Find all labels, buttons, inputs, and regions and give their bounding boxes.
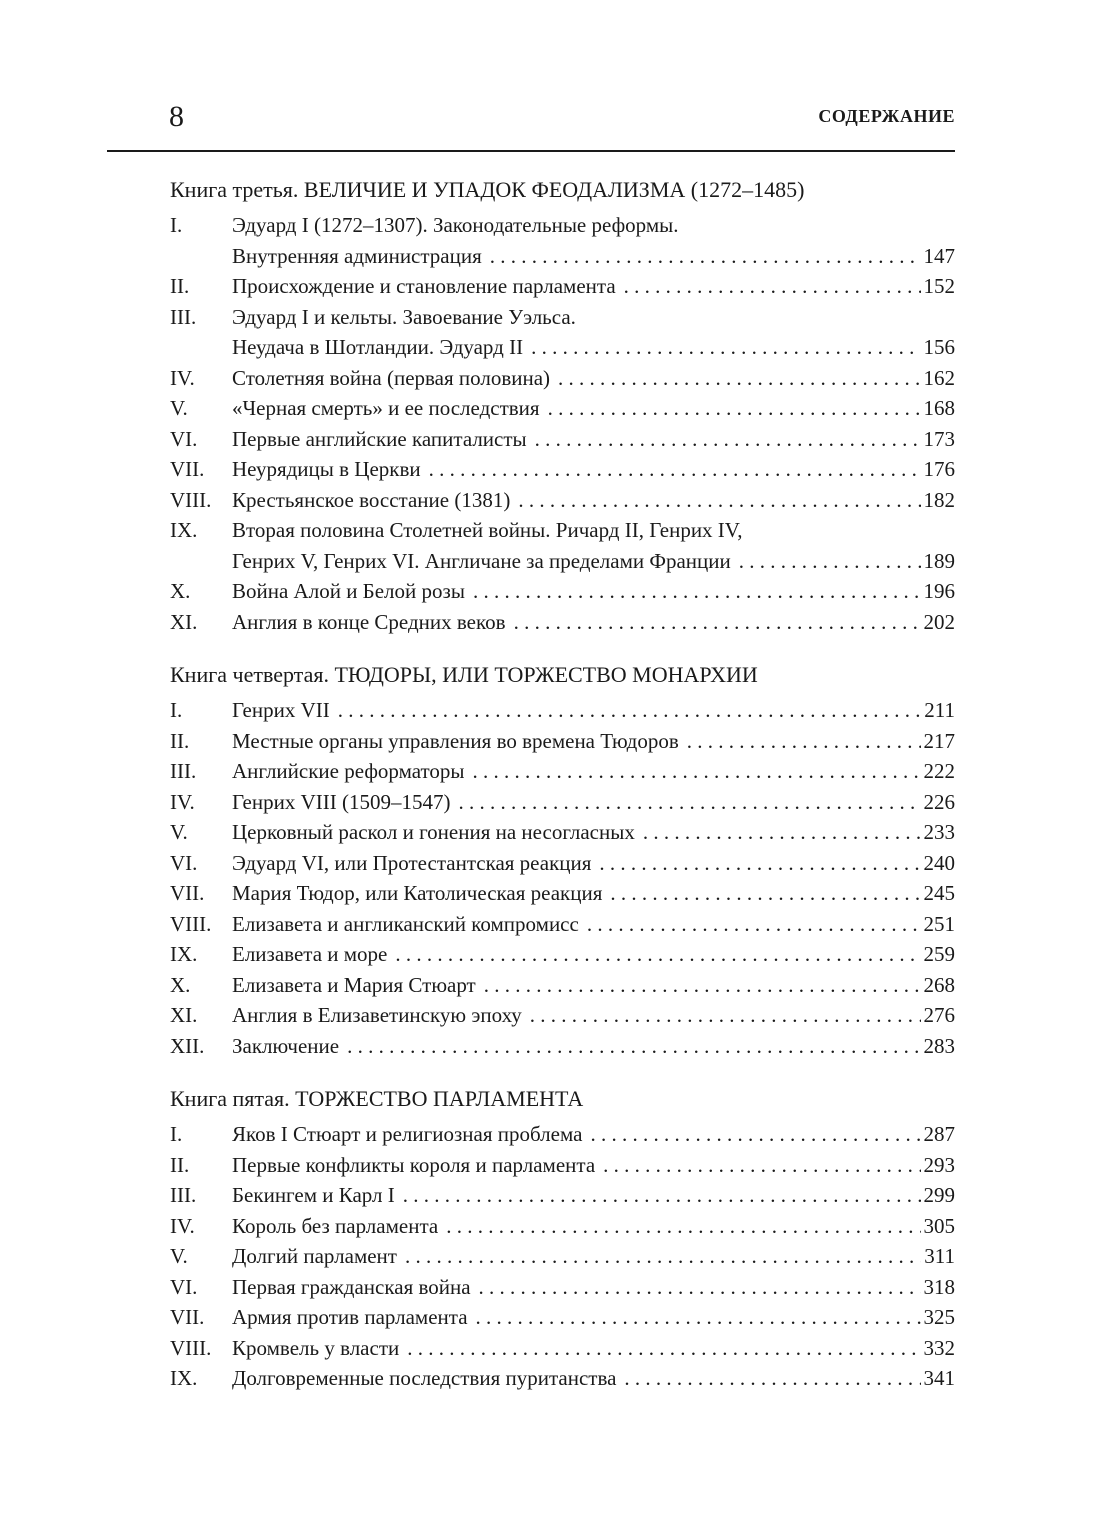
toc-entry[interactable] bbox=[170, 970, 955, 1001]
chapter-number: V. bbox=[170, 820, 188, 844]
chapter-title: Английские реформаторы bbox=[232, 759, 465, 783]
toc-entry[interactable] bbox=[170, 1031, 955, 1062]
page-ref: 318 bbox=[923, 1274, 955, 1299]
chapter-number: III. bbox=[170, 304, 197, 329]
toc-entry[interactable] bbox=[170, 1000, 955, 1031]
chapter-title: Англия в конце Средних веков bbox=[232, 609, 506, 634]
leader-dots bbox=[624, 271, 921, 302]
toc-entry[interactable] bbox=[170, 607, 955, 638]
chapter-title: Мария Тюдор, или Католическая реакция bbox=[232, 881, 603, 905]
leader-dots bbox=[446, 1211, 920, 1242]
toc-entry[interactable] bbox=[170, 576, 955, 607]
page-ref: 245 bbox=[923, 881, 955, 905]
chapter-number: X. bbox=[170, 579, 191, 603]
toc-entry[interactable] bbox=[170, 939, 955, 970]
toc-entry[interactable] bbox=[170, 393, 955, 424]
page-ref: 283 bbox=[923, 1033, 955, 1058]
chapter-number: IV. bbox=[170, 365, 195, 390]
chapter-number: XII. bbox=[170, 1033, 205, 1058]
page-number: 8 bbox=[169, 100, 184, 133]
leader-dots bbox=[530, 1000, 921, 1031]
leader-dots bbox=[407, 1333, 920, 1364]
page-ref: 162 bbox=[923, 365, 955, 390]
toc-entry[interactable] bbox=[170, 454, 955, 485]
chapter-number: IX. bbox=[170, 1366, 198, 1390]
chapter-number: II. bbox=[170, 728, 190, 753]
page-ref: 233 bbox=[923, 820, 955, 844]
chapter-title: Англия в Елизаветинскую эпоху bbox=[232, 1003, 522, 1027]
book-title: Книга четвертая. ТЮДОРЫ, ИЛИ ТОРЖЕСТВО МОНАРХИИ bbox=[170, 662, 758, 687]
toc-entry[interactable] bbox=[170, 424, 955, 455]
chapter-title: «Черная смерть» и ее последствия bbox=[232, 396, 540, 420]
leader-dots bbox=[476, 1302, 921, 1333]
leader-dots bbox=[590, 1119, 920, 1150]
page-ref: 226 bbox=[923, 789, 955, 814]
chapter-number: IX. bbox=[170, 518, 198, 542]
leader-dots bbox=[687, 726, 921, 757]
page-ref: 240 bbox=[923, 850, 955, 875]
leader-dots bbox=[395, 939, 920, 970]
leader-dots bbox=[518, 485, 920, 516]
leader-dots bbox=[531, 332, 920, 363]
page-ref: 202 bbox=[923, 609, 955, 634]
chapter-title: Внутренняя администрация bbox=[232, 243, 482, 268]
chapter-title: Яков I Стюарт и религиозная проблема bbox=[232, 1122, 583, 1146]
chapter-title: Столетняя война (первая половина) bbox=[232, 365, 551, 390]
chapter-number: I. bbox=[170, 698, 183, 722]
chapter-title: Генрих VIII (1509–1547) bbox=[232, 789, 451, 814]
toc-entry[interactable] bbox=[170, 1363, 955, 1394]
book-title: Книга пятая. ТОРЖЕСТВО ПАРЛАМЕНТА bbox=[170, 1086, 584, 1111]
page-ref: 152 bbox=[923, 274, 955, 298]
toc-entry[interactable] bbox=[170, 787, 955, 818]
chapter-title: Бекингем и Карл I bbox=[232, 1183, 395, 1207]
chapter-number: VII. bbox=[170, 1305, 205, 1329]
chapter-number: XI. bbox=[170, 609, 198, 634]
page-ref: 268 bbox=[923, 972, 955, 997]
chapter-number: IV. bbox=[170, 1213, 195, 1238]
leader-dots bbox=[599, 848, 920, 879]
leader-dots bbox=[403, 1180, 921, 1211]
leader-dots bbox=[347, 1031, 920, 1062]
toc-entry[interactable] bbox=[170, 515, 955, 576]
running-title: СОДЕРЖАНИЕ bbox=[818, 106, 955, 126]
page-ref: 176 bbox=[923, 457, 955, 481]
page-ref: 287 bbox=[923, 1122, 955, 1146]
toc-entry[interactable] bbox=[170, 363, 955, 394]
chapter-number: V. bbox=[170, 1244, 188, 1268]
chapter-number: IX. bbox=[170, 942, 198, 966]
leader-dots bbox=[479, 1272, 921, 1303]
page-ref: 182 bbox=[923, 487, 955, 512]
chapter-title-line: Эдуард I и кельты. Завоевание Уэльса. bbox=[232, 304, 576, 329]
leader-dots bbox=[473, 576, 921, 607]
chapter-number: VII. bbox=[170, 457, 205, 481]
book-title: Книга третья. ВЕЛИЧИЕ И УПАДОК ФЕОДАЛИЗМА (1272–1485) bbox=[170, 177, 805, 202]
leader-dots bbox=[548, 393, 921, 424]
chapter-title: Происхождение и становление парламента bbox=[232, 274, 616, 298]
chapter-title: Заключение bbox=[232, 1033, 340, 1058]
leader-dots bbox=[739, 546, 921, 577]
toc-book-section bbox=[170, 659, 955, 1061]
toc-entry[interactable] bbox=[170, 909, 955, 940]
chapter-title-line: Вторая половина Столетней войны. Ричард II, Генрих IV, bbox=[232, 518, 743, 542]
page-ref: 211 bbox=[924, 698, 955, 722]
leader-dots bbox=[610, 878, 920, 909]
page-ref: 299 bbox=[923, 1183, 955, 1207]
chapter-title-line: Эдуард I (1272–1307). Законодательные реформы. bbox=[232, 213, 679, 237]
leader-dots bbox=[429, 454, 921, 485]
chapter-title: Первые конфликты короля и парламента bbox=[232, 1152, 596, 1177]
toc-entry[interactable] bbox=[170, 1211, 955, 1242]
toc-entry[interactable] bbox=[170, 210, 955, 271]
page-ref: 293 bbox=[923, 1152, 955, 1177]
toc-entry[interactable] bbox=[170, 878, 955, 909]
toc-book-section bbox=[170, 1083, 955, 1394]
toc-entry[interactable] bbox=[170, 271, 955, 302]
leader-dots bbox=[473, 756, 921, 787]
toc-entry[interactable] bbox=[170, 1119, 955, 1150]
chapter-number: VI. bbox=[170, 1274, 198, 1299]
page-ref: 196 bbox=[923, 579, 955, 603]
page-ref: 341 bbox=[923, 1366, 955, 1390]
toc-entry[interactable] bbox=[170, 1302, 955, 1333]
chapter-number: II. bbox=[170, 1152, 190, 1177]
chapter-title: Церковный раскол и гонения на несогласных bbox=[232, 820, 635, 844]
leader-dots bbox=[405, 1241, 921, 1272]
page-ref: 217 bbox=[923, 728, 955, 753]
page-ref: 276 bbox=[923, 1003, 955, 1027]
chapter-title: Неурядицы в Церкви bbox=[232, 457, 421, 481]
chapter-title: Крестьянское восстание (1381) bbox=[232, 487, 511, 512]
toc-entry[interactable] bbox=[170, 726, 955, 757]
page-ref: 147 bbox=[923, 243, 955, 268]
leader-dots bbox=[338, 695, 922, 726]
chapter-number: I. bbox=[170, 1122, 183, 1146]
chapter-number: III. bbox=[170, 1183, 197, 1207]
page-ref: 311 bbox=[924, 1244, 955, 1268]
leader-dots bbox=[458, 787, 920, 818]
page-ref: 251 bbox=[923, 911, 955, 936]
leader-dots bbox=[535, 424, 921, 455]
chapter-title: Кромвель у власти bbox=[232, 1335, 400, 1360]
page-header bbox=[107, 96, 955, 152]
toc-book-section bbox=[170, 174, 955, 637]
chapter-title: Армия против парламента bbox=[232, 1305, 468, 1329]
chapter-number: X. bbox=[170, 972, 191, 997]
chapter-title: Король без парламента bbox=[232, 1213, 439, 1238]
chapter-number: VI. bbox=[170, 850, 198, 875]
chapter-number: II. bbox=[170, 274, 190, 298]
chapter-number: I. bbox=[170, 213, 183, 237]
leader-dots bbox=[603, 1150, 920, 1181]
leader-dots bbox=[587, 909, 921, 940]
toc-entry[interactable] bbox=[170, 848, 955, 879]
toc-entry[interactable] bbox=[170, 1333, 955, 1364]
chapter-title: Долгий парламент bbox=[232, 1244, 397, 1268]
leader-dots bbox=[624, 1363, 920, 1394]
chapter-number: VIII. bbox=[170, 911, 212, 936]
toc-entry[interactable] bbox=[170, 817, 955, 848]
toc-entry[interactable] bbox=[170, 756, 955, 787]
chapter-title: Война Алой и Белой розы bbox=[232, 579, 465, 603]
leader-dots bbox=[643, 817, 921, 848]
chapter-title: Елизавета и Мария Стюарт bbox=[232, 972, 476, 997]
toc-entry[interactable] bbox=[170, 1150, 955, 1181]
toc-entry[interactable] bbox=[170, 1180, 955, 1211]
table-of-contents bbox=[170, 174, 955, 1416]
chapter-number: IV. bbox=[170, 789, 195, 814]
page-ref: 332 bbox=[923, 1335, 955, 1360]
chapter-number: VII. bbox=[170, 881, 205, 905]
page-ref: 168 bbox=[923, 396, 955, 420]
toc-entry[interactable] bbox=[170, 695, 955, 726]
chapter-number: VI. bbox=[170, 426, 198, 451]
chapter-title: Эдуард VI, или Протестантская реакция bbox=[232, 850, 592, 875]
page-ref: 173 bbox=[923, 426, 955, 451]
chapter-title: Генрих VII bbox=[232, 698, 330, 722]
page-ref: 259 bbox=[923, 942, 955, 966]
toc-entry[interactable] bbox=[170, 1272, 955, 1303]
chapter-title: Генрих V, Генрих VI. Англичане за пределами Франции bbox=[232, 548, 731, 573]
toc-entry[interactable] bbox=[170, 302, 955, 363]
leader-dots bbox=[484, 970, 921, 1001]
chapter-number: V. bbox=[170, 396, 188, 420]
page-ref: 305 bbox=[923, 1213, 955, 1238]
chapter-number: III. bbox=[170, 759, 197, 783]
chapter-title: Первые английские капиталисты bbox=[232, 426, 527, 451]
chapter-title: Первая гражданская война bbox=[232, 1274, 471, 1299]
leader-dots bbox=[514, 607, 921, 638]
leader-dots bbox=[490, 241, 921, 272]
chapter-number: VIII. bbox=[170, 487, 212, 512]
chapter-number: VIII. bbox=[170, 1335, 212, 1360]
chapter-title: Долговременные последствия пуританства bbox=[232, 1366, 617, 1390]
chapter-title: Неудача в Шотландии. Эдуард II bbox=[232, 335, 524, 359]
chapter-title: Елизавета и англиканский компромисс bbox=[232, 911, 579, 936]
page-ref: 325 bbox=[923, 1305, 955, 1329]
chapter-title: Местные органы управления во времена Тюдоров bbox=[232, 728, 679, 753]
chapter-title: Елизавета и море bbox=[232, 942, 388, 966]
toc-entry[interactable] bbox=[170, 1241, 955, 1272]
page-ref: 189 bbox=[923, 548, 955, 573]
page-ref: 156 bbox=[923, 335, 955, 359]
page-ref: 222 bbox=[923, 759, 955, 783]
toc-entry[interactable] bbox=[170, 485, 955, 516]
chapter-number: XI. bbox=[170, 1003, 198, 1027]
leader-dots bbox=[558, 363, 920, 394]
